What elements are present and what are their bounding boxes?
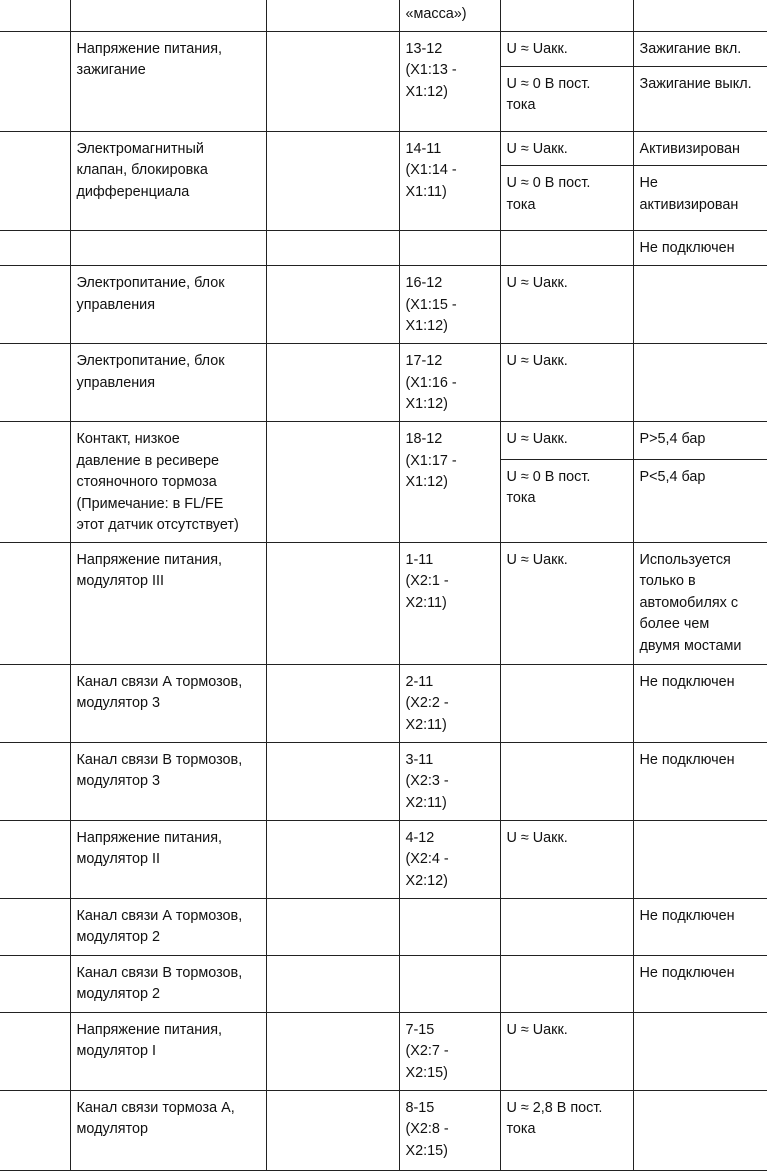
pin-cell: [0, 664, 70, 742]
pin-cell: [0, 820, 70, 898]
measure-line: 14-11: [405, 140, 442, 157]
value-line: U ≈ Uакк.: [506, 551, 568, 568]
function-line: давление в ресивере: [76, 452, 219, 469]
value-cell: [500, 231, 633, 266]
condition-line: Используется: [639, 551, 731, 568]
measure-line: (X1:17 -: [405, 452, 457, 469]
measure-line: (X2:1 -: [405, 573, 449, 589]
value-cell: [500, 0, 633, 31]
condition-line: автомобилях с: [639, 594, 739, 611]
function-line: Электропитание, блок: [76, 275, 225, 291]
tool-cell: [266, 1090, 399, 1170]
function-line: модулятор: [76, 1121, 148, 1137]
value-line: U ≈ Uакк.: [506, 140, 568, 157]
condition-cell: [633, 955, 767, 1012]
measure-line: X2:11): [405, 794, 447, 811]
condition-line: двумя мостами: [639, 637, 742, 654]
function-line: управления: [76, 374, 155, 391]
condition-cell: [633, 0, 767, 31]
function-line: зажигание: [76, 62, 146, 78]
value-cell: [500, 459, 633, 542]
function-line: Напряжение питания,: [76, 829, 222, 846]
pin-cell: [0, 742, 70, 820]
value-cell: [500, 31, 633, 66]
measure-line: 18-12: [405, 431, 443, 447]
function-cell: [70, 542, 266, 664]
tool-cell: [266, 344, 399, 422]
value-cell: [500, 955, 633, 1012]
value-line: U ≈ Uакк.: [506, 829, 568, 846]
tool-cell: [266, 422, 399, 543]
condition-line: P<5,4 бар: [639, 468, 706, 485]
function-cell: [70, 1090, 266, 1170]
table-row: [0, 344, 767, 422]
tool-cell: [266, 266, 399, 344]
measure-line: 3-11: [405, 751, 434, 768]
table-row: [0, 664, 767, 742]
tool-cell: [266, 131, 399, 231]
value-cell: [500, 664, 633, 742]
table-row: [0, 422, 767, 460]
pin-cell: [0, 542, 70, 664]
value-cell: [500, 1012, 633, 1090]
condition-cell: [633, 459, 767, 542]
condition-line: Зажигание выкл.: [639, 75, 752, 92]
value-cell: [500, 166, 633, 231]
condition-cell: [633, 344, 767, 422]
tool-cell: [266, 820, 399, 898]
condition-cell: [633, 742, 767, 820]
function-line: Канал связи А тормозов,: [76, 673, 243, 690]
value-cell: [500, 422, 633, 460]
measure-cell: [399, 266, 500, 344]
condition-line: более чем: [639, 616, 710, 632]
condition-cell: [633, 898, 767, 955]
measure-cell: [399, 1012, 500, 1090]
function-line: Напряжение питания,: [76, 551, 222, 568]
condition-line: P>5,4 бар: [639, 431, 706, 447]
table-row: [0, 1012, 767, 1090]
value-line: U ≈ 0 В пост.: [506, 75, 591, 92]
table-row: [0, 0, 767, 31]
measure-cell: [399, 1090, 500, 1170]
function-line: (Примечание: в FL/FE: [76, 495, 224, 512]
measure-line: X2:12): [405, 872, 448, 889]
table-row: [0, 820, 767, 898]
condition-line: Не подключен: [639, 964, 735, 981]
table-row: [0, 131, 767, 166]
function-line: управления: [76, 296, 155, 313]
function-line: Контакт, низкое: [76, 431, 180, 447]
measure-line: 17-12: [405, 353, 443, 369]
pin-cell: [0, 955, 70, 1012]
tool-cell: [266, 1012, 399, 1090]
value-cell: [500, 344, 633, 422]
measure-cell: [399, 955, 500, 1012]
measure-line: (X1:13 -: [405, 62, 457, 78]
function-line: Канал связи А тормозов,: [76, 907, 243, 924]
measure-cell: [399, 898, 500, 955]
pin-cell: [0, 422, 70, 543]
condition-cell: [633, 131, 767, 166]
measure-line: 2-11: [405, 673, 434, 690]
pin-cell: [0, 898, 70, 955]
condition-line: активизирован: [639, 196, 739, 213]
value-cell: [500, 266, 633, 344]
condition-cell: [633, 1012, 767, 1090]
measure-line: 7-15: [405, 1021, 435, 1038]
function-cell: [70, 344, 266, 422]
measure-line: «масса»): [405, 6, 467, 22]
table-row: [0, 1090, 767, 1170]
value-line: U ≈ 2,8 В пост.: [506, 1099, 603, 1116]
value-line: тока: [506, 490, 536, 507]
tool-cell: [266, 664, 399, 742]
measure-line: X1:12): [405, 83, 448, 100]
condition-cell: [633, 166, 767, 231]
function-line: Напряжение питания,: [76, 40, 222, 57]
measure-line: X1:11): [405, 183, 447, 200]
value-cell: [500, 820, 633, 898]
function-line: модулятор I: [76, 1043, 156, 1059]
table-row: [0, 231, 767, 266]
tool-cell: [266, 542, 399, 664]
pin-cell: [0, 231, 70, 266]
condition-cell: [633, 66, 767, 131]
value-line: U ≈ Uакк.: [506, 353, 568, 369]
value-line: тока: [506, 1121, 536, 1137]
condition-line: Не подключен: [639, 673, 735, 690]
value-line: U ≈ Uакк.: [506, 1021, 568, 1038]
tool-cell: [266, 31, 399, 131]
function-line: Канал связи В тормозов,: [76, 751, 243, 768]
condition-cell: [633, 31, 767, 66]
pin-cell: [0, 1090, 70, 1170]
function-cell: [70, 0, 266, 31]
value-line: U ≈ 0 В пост.: [506, 468, 591, 485]
condition-cell: [633, 422, 767, 460]
pin-cell: [0, 0, 70, 31]
measure-cell: [399, 742, 500, 820]
value-line: тока: [506, 196, 536, 213]
value-cell: [500, 742, 633, 820]
condition-cell: [633, 820, 767, 898]
measure-line: X2:15): [405, 1142, 448, 1159]
measure-line: X2:15): [405, 1064, 448, 1081]
measure-line: (X1:15 -: [405, 296, 457, 313]
tool-cell: [266, 898, 399, 955]
measure-cell: [399, 231, 500, 266]
measure-cell: [399, 664, 500, 742]
table-row: [0, 955, 767, 1012]
function-cell: [70, 1012, 266, 1090]
table-row: [0, 266, 767, 344]
function-cell: [70, 898, 266, 955]
function-cell: [70, 820, 266, 898]
value-line: U ≈ Uакк.: [506, 40, 568, 57]
table-row: [0, 898, 767, 955]
function-line: модулятор 2: [76, 929, 160, 945]
measure-cell: [399, 31, 500, 131]
function-cell: [70, 31, 266, 131]
function-line: Канал связи тормоза А,: [76, 1099, 235, 1116]
measure-cell: [399, 131, 500, 231]
function-line: модулятор 3: [76, 695, 160, 711]
function-cell: [70, 422, 266, 543]
function-line: модулятор III: [76, 573, 164, 589]
measure-line: X1:12): [405, 318, 448, 334]
function-cell: [70, 231, 266, 266]
condition-cell: [633, 664, 767, 742]
function-line: Электромагнитный: [76, 140, 204, 157]
tool-cell: [266, 742, 399, 820]
function-cell: [70, 955, 266, 1012]
measure-line: (X2:8 -: [405, 1121, 449, 1137]
condition-cell: [633, 231, 767, 266]
value-line: U ≈ 0 В пост.: [506, 175, 591, 191]
function-line: модулятор II: [76, 851, 160, 867]
pin-cell: [0, 1012, 70, 1090]
function-cell: [70, 664, 266, 742]
condition-cell: [633, 266, 767, 344]
value-line: U ≈ Uакк.: [506, 431, 568, 447]
measure-cell: [399, 820, 500, 898]
condition-line: только в: [639, 573, 696, 589]
measure-line: X2:11): [405, 716, 447, 733]
function-line: клапан, блокировка: [76, 162, 208, 178]
measure-line: (X1:16 -: [405, 374, 457, 391]
function-line: Канал связи В тормозов,: [76, 964, 243, 981]
table-row: [0, 742, 767, 820]
pin-cell: [0, 131, 70, 231]
value-cell: [500, 1090, 633, 1170]
value-line: тока: [506, 97, 536, 113]
measure-line: (X2:3 -: [405, 773, 449, 789]
function-cell: [70, 266, 266, 344]
pin-cell: [0, 344, 70, 422]
value-line: U ≈ Uакк.: [506, 275, 568, 291]
function-line: Электропитание, блок: [76, 353, 225, 369]
condition-line: Не подключен: [639, 751, 735, 768]
value-cell: [500, 898, 633, 955]
function-line: дифференциала: [76, 183, 190, 200]
measure-cell: [399, 0, 500, 31]
measure-cell: [399, 422, 500, 543]
function-line: Напряжение питания,: [76, 1021, 222, 1038]
condition-cell: [633, 542, 767, 664]
pin-cell: [0, 31, 70, 131]
measure-line: 8-15: [405, 1099, 435, 1116]
table-row: [0, 31, 767, 66]
tool-cell: [266, 0, 399, 31]
value-cell: [500, 542, 633, 664]
tool-cell: [266, 231, 399, 266]
condition-cell: [633, 1090, 767, 1170]
function-cell: [70, 131, 266, 231]
value-cell: [500, 66, 633, 131]
measure-line: X2:11): [405, 594, 447, 611]
measure-line: (X2:7 -: [405, 1043, 449, 1059]
tool-cell: [266, 955, 399, 1012]
measure-cell: [399, 542, 500, 664]
measure-line: X1:12): [405, 396, 448, 412]
measure-line: X1:12): [405, 474, 448, 490]
function-line: стояночного тормоза: [76, 474, 217, 490]
table-row: [0, 542, 767, 664]
condition-line: Не подключен: [639, 240, 735, 256]
function-line: модулятор 3: [76, 773, 160, 789]
condition-line: Не подключен: [639, 907, 735, 924]
measure-line: (X2:2 -: [405, 695, 449, 711]
measure-line: (X2:4 -: [405, 851, 449, 867]
measure-cell: [399, 344, 500, 422]
measure-line: (X1:14 -: [405, 162, 457, 178]
function-cell: [70, 742, 266, 820]
measure-line: 13-12: [405, 40, 443, 57]
condition-line: Активизирован: [639, 140, 740, 157]
function-line: модулятор 2: [76, 986, 160, 1002]
condition-line: Зажигание вкл.: [639, 40, 742, 57]
value-cell: [500, 131, 633, 166]
condition-line: Не: [639, 175, 658, 191]
pin-cell: [0, 266, 70, 344]
measure-line: 16-12: [405, 275, 443, 291]
measure-line: 1-11: [405, 551, 434, 568]
function-line: этот датчик отсутствует): [76, 517, 239, 533]
measure-line: 4-12: [405, 829, 435, 846]
